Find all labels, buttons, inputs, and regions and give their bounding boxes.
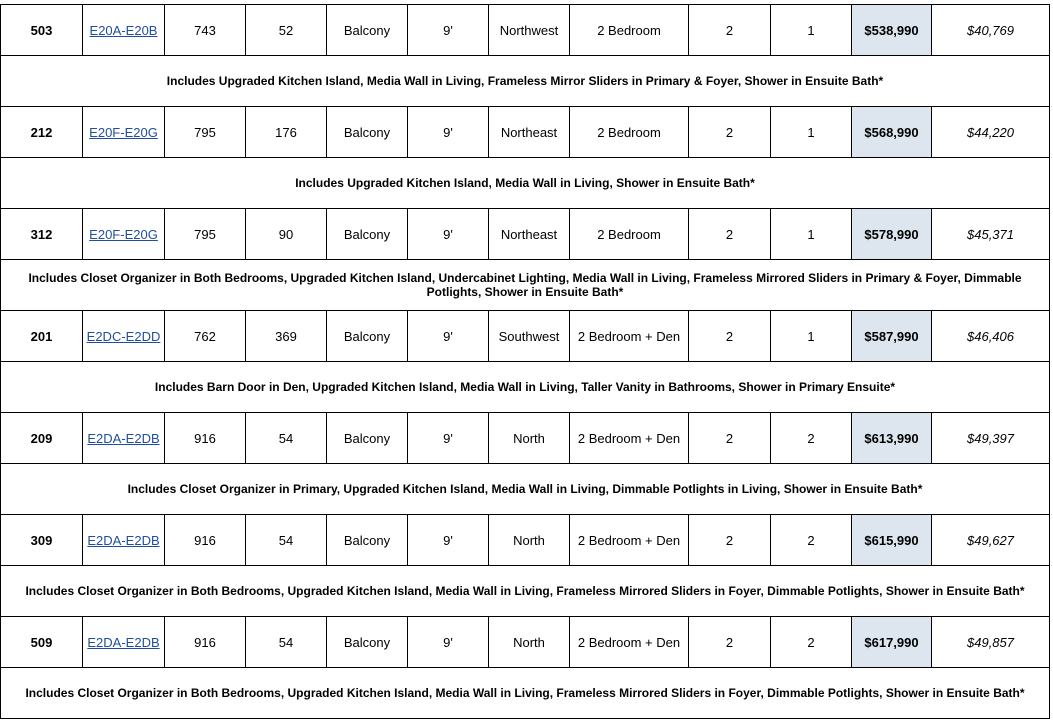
bathrooms-cell: 1 xyxy=(771,209,852,260)
unit-row xyxy=(1,107,1050,158)
floor-plan-link-cell xyxy=(83,107,165,158)
exposure-cell: North xyxy=(489,515,570,566)
floor-plan-link[interactable]: E20F-E20G xyxy=(89,226,158,242)
floor-plan-link-cell xyxy=(83,5,165,56)
bathrooms-cell: 2 xyxy=(771,413,852,464)
floor-plan-link[interactable]: E20A-E20B xyxy=(89,22,158,38)
unit-includes-row xyxy=(1,362,1050,413)
unit-row xyxy=(1,5,1050,56)
price-cell: $587,990 xyxy=(852,311,932,362)
bedrooms-cell: 2 xyxy=(689,413,771,464)
savings-cell: $49,857 xyxy=(932,617,1050,668)
unit-number-cell: 309 xyxy=(1,515,83,566)
bathrooms-cell: 1 xyxy=(771,311,852,362)
unit-includes-text: Includes Closet Organizer in Both Bedrooms, Upgraded Kitchen Island, Undercabinet Lighting, Media Wall in Living, Frameless Mirrored Sliders in Primary & Foyer, Dimmable Potlights, Shower in Ensuite Bath* xyxy=(1,260,1050,311)
bathrooms-cell: 1 xyxy=(771,5,852,56)
unit-number-cell: 503 xyxy=(1,5,83,56)
unit-type-cell: 2 Bedroom + Den xyxy=(570,413,689,464)
unit-includes-text: Includes Barn Door in Den, Upgraded Kitchen Island, Media Wall in Living, Taller Vanity in Bathrooms, Shower in Primary Ensuite* xyxy=(1,362,1050,413)
unit-row xyxy=(1,311,1050,362)
exposure-cell: North xyxy=(489,413,570,464)
unit-includes-text: Includes Upgraded Kitchen Island, Media Wall in Living, Frameless Mirror Sliders in Primary & Foyer, Shower in Ensuite Bath* xyxy=(1,56,1050,107)
interior-sqft-cell: 795 xyxy=(165,209,246,260)
ceiling-height-cell: 9' xyxy=(408,107,489,158)
bedrooms-cell: 2 xyxy=(689,5,771,56)
ceiling-height-cell: 9' xyxy=(408,413,489,464)
exposure-cell: Northeast xyxy=(489,107,570,158)
price-cell: $568,990 xyxy=(852,107,932,158)
unit-includes-row xyxy=(1,566,1050,617)
unit-type-cell: 2 Bedroom xyxy=(570,5,689,56)
savings-cell: $49,627 xyxy=(932,515,1050,566)
interior-sqft-cell: 743 xyxy=(165,5,246,56)
unit-includes-row xyxy=(1,158,1050,209)
ceiling-height-cell: 9' xyxy=(408,617,489,668)
unit-includes-row xyxy=(1,260,1050,311)
unit-number-cell: 201 xyxy=(1,311,83,362)
interior-sqft-cell: 916 xyxy=(165,515,246,566)
price-cell: $613,990 xyxy=(852,413,932,464)
units-table-body xyxy=(1,5,1050,719)
bathrooms-cell: 2 xyxy=(771,617,852,668)
outdoor-space-cell: Balcony xyxy=(327,413,408,464)
floor-plan-link-cell xyxy=(83,617,165,668)
savings-cell: $49,397 xyxy=(932,413,1050,464)
outdoor-space-cell: Balcony xyxy=(327,209,408,260)
floor-plan-link[interactable]: E2DC-E2DD xyxy=(86,328,161,344)
outdoor-space-cell: Balcony xyxy=(327,107,408,158)
bathrooms-cell: 2 xyxy=(771,515,852,566)
outdoor-space-cell: Balcony xyxy=(327,311,408,362)
bedrooms-cell: 2 xyxy=(689,107,771,158)
outdoor-space-cell: Balcony xyxy=(327,515,408,566)
bedrooms-cell: 2 xyxy=(689,617,771,668)
unit-row xyxy=(1,209,1050,260)
floor-plan-link[interactable]: E2DA-E2DB xyxy=(87,634,160,650)
unit-includes-text: Includes Closet Organizer in Both Bedrooms, Upgraded Kitchen Island, Media Wall in Living, Frameless Mirrored Sliders in Foyer, Dimmable Potlights, Shower in Ensuite Bath* xyxy=(1,566,1050,617)
bathrooms-cell: 1 xyxy=(771,107,852,158)
ceiling-height-cell: 9' xyxy=(408,5,489,56)
price-cell: $578,990 xyxy=(852,209,932,260)
ceiling-height-cell: 9' xyxy=(408,209,489,260)
exterior-sqft-cell: 52 xyxy=(246,5,327,56)
bedrooms-cell: 2 xyxy=(689,515,771,566)
unit-number-cell: 209 xyxy=(1,413,83,464)
price-cell: $538,990 xyxy=(852,5,932,56)
unit-includes-text: Includes Upgraded Kitchen Island, Media Wall in Living, Shower in Ensuite Bath* xyxy=(1,158,1050,209)
bedrooms-cell: 2 xyxy=(689,311,771,362)
price-cell: $617,990 xyxy=(852,617,932,668)
outdoor-space-cell: Balcony xyxy=(327,5,408,56)
bedrooms-cell: 2 xyxy=(689,209,771,260)
floor-plan-link-cell xyxy=(83,311,165,362)
exterior-sqft-cell: 90 xyxy=(246,209,327,260)
unit-number-cell: 212 xyxy=(1,107,83,158)
exposure-cell: Northwest xyxy=(489,5,570,56)
floor-plan-link-cell xyxy=(83,209,165,260)
units-table xyxy=(0,4,1050,719)
savings-cell: $40,769 xyxy=(932,5,1050,56)
floor-plan-link[interactable]: E20F-E20G xyxy=(89,124,158,140)
unit-number-cell: 312 xyxy=(1,209,83,260)
unit-type-cell: 2 Bedroom + Den xyxy=(570,311,689,362)
exterior-sqft-cell: 54 xyxy=(246,413,327,464)
exposure-cell: Northeast xyxy=(489,209,570,260)
unit-includes-row xyxy=(1,668,1050,719)
exposure-cell: North xyxy=(489,617,570,668)
floor-plan-link[interactable]: E2DA-E2DB xyxy=(87,532,160,548)
unit-number-cell: 509 xyxy=(1,617,83,668)
unit-row xyxy=(1,617,1050,668)
savings-cell: $46,406 xyxy=(932,311,1050,362)
floor-plan-link[interactable]: E2DA-E2DB xyxy=(87,430,160,446)
unit-type-cell: 2 Bedroom xyxy=(570,107,689,158)
price-cell: $615,990 xyxy=(852,515,932,566)
unit-includes-text: Includes Closet Organizer in Both Bedrooms, Upgraded Kitchen Island, Media Wall in Living, Frameless Mirrored Sliders in Foyer, Dimmable Potlights, Shower in Ensuite Bath* xyxy=(1,668,1050,719)
interior-sqft-cell: 916 xyxy=(165,617,246,668)
savings-cell: $45,371 xyxy=(932,209,1050,260)
unit-row xyxy=(1,413,1050,464)
floor-plan-link-cell xyxy=(83,413,165,464)
unit-type-cell: 2 Bedroom + Den xyxy=(570,515,689,566)
exterior-sqft-cell: 54 xyxy=(246,515,327,566)
ceiling-height-cell: 9' xyxy=(408,311,489,362)
unit-includes-row xyxy=(1,464,1050,515)
interior-sqft-cell: 762 xyxy=(165,311,246,362)
unit-includes-row xyxy=(1,56,1050,107)
exterior-sqft-cell: 369 xyxy=(246,311,327,362)
exterior-sqft-cell: 54 xyxy=(246,617,327,668)
ceiling-height-cell: 9' xyxy=(408,515,489,566)
unit-type-cell: 2 Bedroom xyxy=(570,209,689,260)
floor-plan-link-cell xyxy=(83,515,165,566)
exposure-cell: Southwest xyxy=(489,311,570,362)
interior-sqft-cell: 795 xyxy=(165,107,246,158)
outdoor-space-cell: Balcony xyxy=(327,617,408,668)
unit-row xyxy=(1,515,1050,566)
exterior-sqft-cell: 176 xyxy=(246,107,327,158)
interior-sqft-cell: 916 xyxy=(165,413,246,464)
unit-includes-text: Includes Closet Organizer in Primary, Upgraded Kitchen Island, Media Wall in Living, Dimmable Potlights in Living, Shower in Ensuite Bath* xyxy=(1,464,1050,515)
savings-cell: $44,220 xyxy=(932,107,1050,158)
unit-type-cell: 2 Bedroom + Den xyxy=(570,617,689,668)
